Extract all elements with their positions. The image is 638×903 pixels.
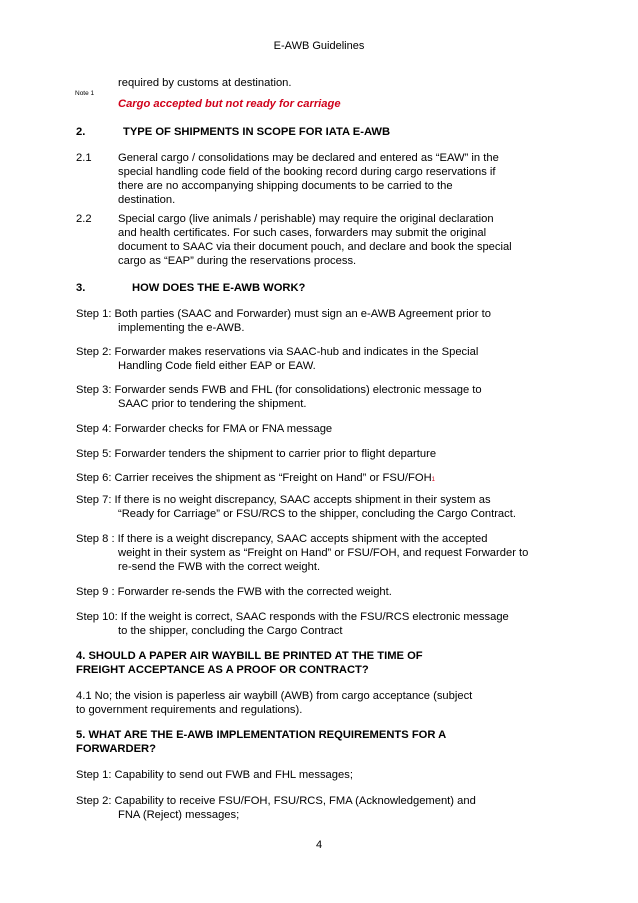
step-line <box>76 472 435 484</box>
step-line: re-send the FWB with the correct weight. <box>118 561 321 573</box>
section4-title: FREIGHT ACCEPTANCE AS A PROOF OR CONTRACT? <box>76 664 369 676</box>
item-2-1-line: there are no accompanying shipping documents to be carried to the <box>118 180 453 192</box>
item-2-2-number: 2.2 <box>76 213 92 225</box>
step-line: Step 8 : If there is a weight discrepancy, SAAC accepts shipment with the accepted <box>76 533 488 545</box>
step-text: Step 6: Carrier receives the shipment as “Freight on Hand” or FSU/FOH <box>76 472 432 484</box>
item-2-2-line: cargo as “EAP” during the reservations process. <box>118 255 357 267</box>
step-line: Step 1: Capability to send out FWB and FHL messages; <box>76 769 353 781</box>
item-2-2-line: Special cargo (live animals / perishable) may require the original declaration <box>118 213 494 225</box>
section3-number: 3. <box>76 282 86 294</box>
step-line: to the shipper, concluding the Cargo Contract <box>118 625 343 637</box>
step-line: Step 9 : Forwarder re-sends the FWB with the corrected weight. <box>76 586 392 598</box>
section4-body: 4.1 No; the vision is paperless air waybill (AWB) from cargo acceptance (subject <box>76 690 473 702</box>
step-line: Step 3: Forwarder sends FWB and FHL (for consolidations) electronic message to <box>76 384 482 396</box>
item-2-1-number: 2.1 <box>76 152 92 164</box>
note-label: Note 1 <box>75 90 95 97</box>
section5-title: FORWARDER? <box>76 743 156 755</box>
item-2-1-line: destination. <box>118 194 176 206</box>
step-line: Step 7: If there is no weight discrepancy, SAAC accepts shipment in their system as <box>76 494 491 506</box>
item-2-1-line: special handling code field of the booking record during cargo reservations if <box>118 166 496 178</box>
step-line: Step 4: Forwarder checks for FMA or FNA message <box>76 423 333 435</box>
step-line: SAAC prior to tendering the shipment. <box>118 398 307 410</box>
step-line: Handling Code field either EAP or EAW. <box>118 360 316 372</box>
section2-number: 2. <box>76 126 86 138</box>
customs-line: required by customs at destination. <box>118 77 292 89</box>
step-line: Step 1: Both parties (SAAC and Forwarder) must sign an e-AWB Agreement prior to <box>76 308 491 320</box>
step-line: Step 2: Capability to receive FSU/FOH, FSU/RCS, FMA (Acknowledgement) and <box>76 795 476 807</box>
item-2-1-line: General cargo / consolidations may be declared and entered as “EAW” in the <box>118 152 499 164</box>
section3-title: HOW DOES THE E-AWB WORK? <box>132 282 306 294</box>
step-line: weight in their system as “Freight on Hand” or FSU/FOH, and request Forwarder to <box>118 547 529 559</box>
footnote-marker[interactable]: 1 <box>431 477 435 483</box>
section2-title: TYPE OF SHIPMENTS IN SCOPE FOR IATA E-AWB <box>123 126 391 138</box>
step-line: Step 5: Forwarder tenders the shipment to carrier prior to flight departure <box>76 448 437 460</box>
item-2-2-line: document to SAAC via their document pouch, and declare and book the special <box>118 241 512 253</box>
step-line: FNA (Reject) messages; <box>118 809 240 821</box>
section5-title: 5. WHAT ARE THE E-AWB IMPLEMENTATION REQUIREMENTS FOR A <box>76 729 447 741</box>
step-line: “Ready for Carriage” or FSU/RCS to the shipper, concluding the Cargo Contract. <box>118 508 516 520</box>
item-2-2-line: and health certificates. For such cases, forwarders may submit the original <box>118 227 487 239</box>
step-line: implementing the e-AWB. <box>118 322 245 334</box>
cargo-note: Cargo accepted but not ready for carriage <box>118 98 341 110</box>
step-line: Step 2: Forwarder makes reservations via SAAC-hub and indicates in the Special <box>76 346 479 358</box>
page-number: 4 <box>315 839 323 851</box>
step-line: Step 10: If the weight is correct, SAAC responds with the FSU/RCS electronic message <box>76 611 509 623</box>
section4-title: 4. SHOULD A PAPER AIR WAYBILL BE PRINTED AT THE TIME OF <box>76 650 423 662</box>
section4-body: to government requirements and regulations). <box>76 704 303 716</box>
page-header: E-AWB Guidelines <box>273 40 365 52</box>
